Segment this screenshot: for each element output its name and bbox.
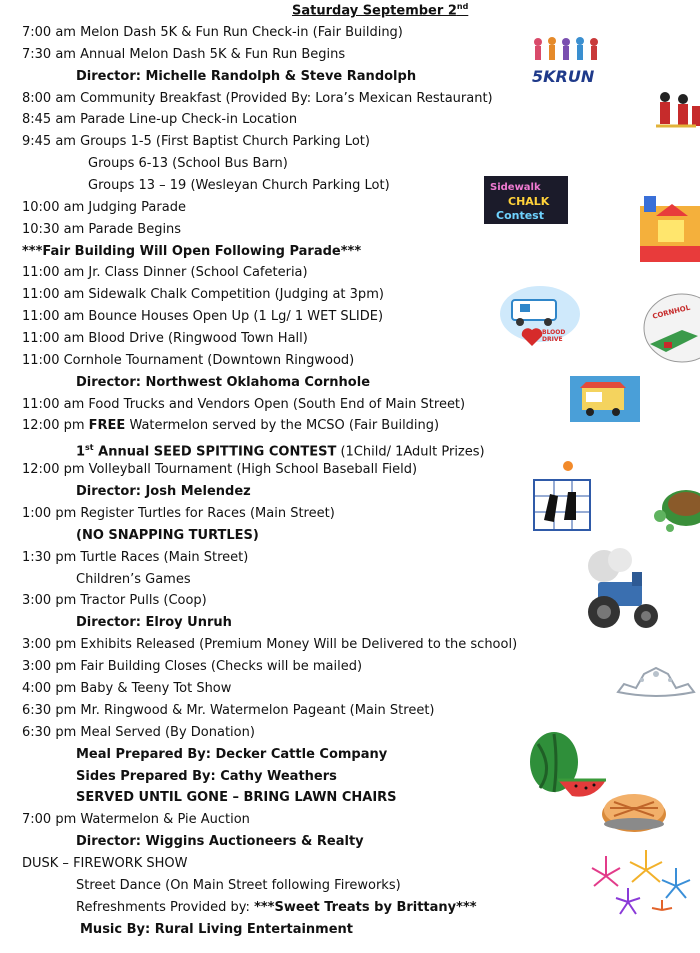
pie-icon bbox=[600, 784, 670, 836]
director-line: Sides Prepared By: Cathy Weathers bbox=[76, 769, 337, 784]
schedule-line: Children’s Games bbox=[76, 572, 191, 587]
svg-text:BLOOD: BLOOD bbox=[542, 329, 566, 336]
blood-drive-icon bbox=[498, 284, 582, 348]
schedule-line: 3:00 pm Tractor Pulls (Coop) bbox=[22, 593, 207, 608]
schedule-line: 12:00 pm FREE Watermelon served by the MCSO (Fair Building) bbox=[22, 418, 440, 433]
schedule-line: 10:30 am Parade Begins bbox=[22, 222, 182, 237]
notice-line: (NO SNAPPING TURTLES) bbox=[76, 528, 259, 543]
tiara-icon bbox=[614, 664, 698, 698]
sidewalk-chalk-icon bbox=[484, 176, 568, 224]
director-line: Director: Josh Melendez bbox=[76, 484, 251, 499]
volleyball-icon bbox=[530, 460, 594, 534]
schedule-line: Groups 13 – 19 (Wesleyan Church Parking Lot) bbox=[88, 178, 390, 193]
director-line: Music By: Rural Living Entertainment bbox=[80, 922, 354, 937]
director-line: Meal Prepared By: Decker Cattle Company bbox=[76, 747, 388, 762]
director-line: Director: Northwest Oklahoma Cornhole bbox=[76, 375, 371, 390]
schedule-line: 7:00 pm Watermelon & Pie Auction bbox=[22, 812, 250, 827]
svg-text:Sidewalk: Sidewalk bbox=[490, 182, 541, 193]
announcement-line: ***Fair Building Will Open Following Parade*** bbox=[22, 244, 362, 259]
schedule-line: 1st Annual SEED SPITTING CONTEST (1Child/ 1Adult Prizes) bbox=[76, 443, 485, 460]
schedule-line: 12:00 pm Volleyball Tournament (High School Baseball Field) bbox=[22, 462, 418, 477]
schedule-line: 1:30 pm Turtle Races (Main Street) bbox=[22, 550, 249, 565]
schedule-line: 11:00 am Bounce Houses Open Up (1 Lg/ 1 WET SLIDE) bbox=[22, 309, 384, 324]
tractor-icon bbox=[574, 546, 664, 632]
director-line: Director: Michelle Randolph & Steve Randolph bbox=[76, 69, 417, 84]
svg-text:Contest: Contest bbox=[496, 209, 544, 222]
schedule-line: 8:45 am Parade Line-up Check-in Location bbox=[22, 112, 298, 127]
schedule-line: 1:00 pm Register Turtles for Races (Main Street) bbox=[22, 506, 335, 521]
svg-text:5KRUN: 5KRUN bbox=[532, 67, 595, 86]
schedule-line: 3:00 pm Exhibits Released (Premium Money Will be Delivered to the school) bbox=[22, 637, 518, 652]
schedule-line: 4:00 pm Baby & Teeny Tot Show bbox=[22, 681, 232, 696]
notice-line: SERVED UNTIL GONE – BRING LAWN CHAIRS bbox=[76, 790, 397, 805]
watermelon-icon bbox=[528, 728, 608, 800]
svg-text:CHALK: CHALK bbox=[508, 195, 550, 208]
page-title: Saturday September 2nd bbox=[292, 2, 469, 19]
food-truck-icon bbox=[570, 376, 640, 422]
schedule-line: 8:00 am Community Breakfast (Provided By: Lora’s Mexican Restaurant) bbox=[22, 91, 493, 106]
schedule-line: 10:00 am Judging Parade bbox=[22, 200, 186, 215]
bounce-house-icon bbox=[636, 196, 700, 268]
schedule-line: 11:00 am Food Trucks and Vendors Open (South End of Main Street) bbox=[22, 397, 466, 412]
director-line: Director: Elroy Unruh bbox=[76, 615, 232, 630]
fireworks-icon bbox=[586, 846, 698, 922]
schedule-line: 9:45 am Groups 1-5 (First Baptist Church Parking Lot) bbox=[22, 134, 370, 149]
marching-band-icon bbox=[652, 86, 700, 134]
svg-text:CORNHOL: CORNHOL bbox=[651, 303, 692, 321]
turtle-icon bbox=[652, 474, 700, 540]
cornhole-icon bbox=[642, 292, 700, 364]
schedule-line: Refreshments Provided by: ***Sweet Treats by Brittany*** bbox=[76, 900, 477, 915]
director-line: Director: Wiggins Auctioneers & Realty bbox=[76, 834, 364, 849]
schedule-line: 11:00 am Sidewalk Chalk Competition (Judging at 3pm) bbox=[22, 287, 384, 302]
schedule-line: 3:00 pm Fair Building Closes (Checks will be mailed) bbox=[22, 659, 363, 674]
schedule-line: Street Dance (On Main Street following Fireworks) bbox=[76, 878, 401, 893]
schedule-line: 11:00 am Blood Drive (Ringwood Town Hall) bbox=[22, 331, 308, 346]
schedule-line: DUSK – FIREWORK SHOW bbox=[22, 856, 188, 871]
schedule-line: 7:00 am Melon Dash 5K & Fun Run Check-in (Fair Building) bbox=[22, 25, 403, 40]
schedule-line: 11:00 am Jr. Class Dinner (School Cafeteria) bbox=[22, 265, 308, 280]
5k-run-icon bbox=[528, 34, 612, 86]
schedule-line: 11:00 Cornhole Tournament (Downtown Ringwood) bbox=[22, 353, 355, 368]
svg-text:DRIVE: DRIVE bbox=[542, 336, 563, 343]
schedule-line: Groups 6-13 (School Bus Barn) bbox=[88, 156, 288, 171]
schedule-line: 7:30 am Annual Melon Dash 5K & Fun Run Begins bbox=[22, 47, 346, 62]
schedule-line: 6:30 pm Meal Served (By Donation) bbox=[22, 725, 255, 740]
schedule-line: 6:30 pm Mr. Ringwood & Mr. Watermelon Pageant (Main Street) bbox=[22, 703, 435, 718]
